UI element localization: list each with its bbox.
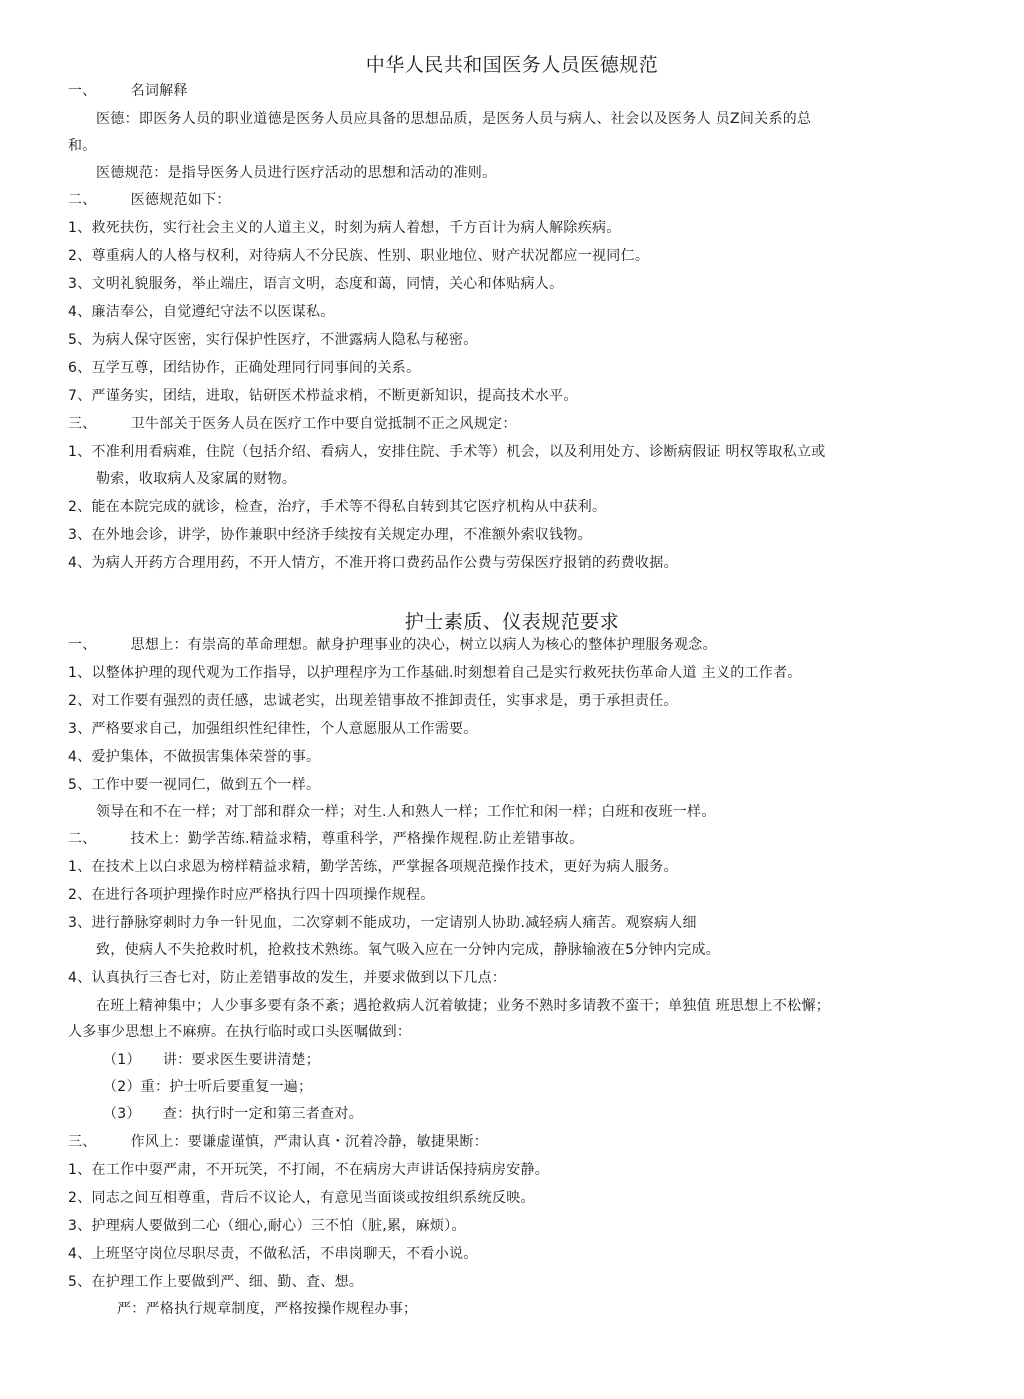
list-item: 5、在护理工作上要做到严、细、勤、査、想。	[68, 1274, 364, 1290]
section-heading	[68, 1133, 488, 1151]
paragraph-continued: 和。	[68, 138, 97, 154]
list-item: 5、为病人保守医密，实行保护性医疗，不泄露病人隐私与秘密。	[68, 332, 478, 348]
list-item: 1、以整体护理的现代观为工作指导，以护理程序为工作基础.时刻想着自己是实行救死扶伤革命人道 主义的工作者。	[68, 665, 802, 681]
section-heading	[68, 636, 717, 654]
list-item-continued: 致，使病人不失抢救时机，抢救技术熟练。氧气吸入应在一分钟内完成，静脉输液在5分钟内完成。	[96, 942, 721, 958]
list-item: 4、廉洁奉公，自觉遵纪守法不以医谋私。	[68, 304, 335, 320]
section-heading-text: 卫牛部关于医务人员在医疗工作中要自觉抵制不正之风规定：	[130, 416, 517, 432]
section-number: 二、	[68, 192, 97, 208]
section-number: 三、	[68, 1134, 97, 1150]
list-item: 2、能在本院完成的就诊，检查，治疗，手术等不得私自转到其它医疗机构从中获利。	[68, 499, 607, 515]
paragraph: 领导在和不在一样；对丁部和群众一样；对生.人和熟人一样；工作忙和闲一样；白班和夜班一样。	[96, 804, 716, 820]
list-item: 4、认真执行三杳七对，防止差错事故的发生，并要求做到以下几点：	[68, 970, 507, 986]
section-heading	[68, 830, 583, 848]
paragraph: 医德：即医务人员的职业道德是医务人员应具备的思想品质，是医务人员与病人、社会以及医务人 员Z间关系的总	[96, 111, 812, 127]
section-heading-text: 名词解释	[130, 83, 188, 99]
list-item: 2、尊重病人的人格与权利，对待病人不分民族、性别、职业地位、财产状况都应一视同仁。	[68, 248, 650, 264]
sub-item	[103, 1051, 320, 1069]
list-item: 6、互学互尊，团结协作，正确处理同行同事间的关系。	[68, 360, 421, 376]
section-number: 一、	[68, 83, 97, 99]
paragraph: 严：严格执行规章制度，严格按操作规程办事；	[117, 1301, 418, 1317]
section-heading	[68, 191, 231, 209]
list-item: 4、为病人开药方合理用药，不开人情方，不准开将口费药品作公费与劳保医疗报销的药费收据。	[68, 555, 678, 571]
list-item: 2、对工作要有强烈的责任感，忠诚老实，出现差错事故不推卸责任，实事求是，勇于承担责任。	[68, 693, 678, 709]
list-item: 3、在外地会诊，讲学，协作兼职中经济手续按有关规定办理，不准额外索収钱物。	[68, 527, 593, 543]
list-item: 1、在工作中耍严肃，不开玩笑，不打闹，不在病房大声讲话保持病房安静。	[68, 1162, 550, 1178]
paragraph-continued: 人多事少思想上不麻痹。在执行临时或口头医嘱做到：	[68, 1024, 412, 1040]
list-item: 1、救死扶伤，实行社会主义的人道主义，时刻为病人着想，千方百计为病人解除疾病。	[68, 220, 621, 236]
sub-item-number: （3）	[103, 1106, 141, 1122]
section-number: 二、	[68, 831, 97, 847]
list-item-continued: 勒索，收取病人及家属的财物。	[96, 471, 297, 487]
list-item: 3、严格要求自己，加强组织性纪律性，个人意愿服从工作需要。	[68, 721, 478, 737]
section-heading-text: 作风上：要谦虚谨慎，严肃认真・沉着冷静，敏捷果断：	[130, 1134, 489, 1150]
section-heading	[68, 82, 188, 100]
paragraph: 医德规范：是指导医务人员进行医疗活动的思想和活动的准则。	[96, 165, 497, 181]
paragraph: 在班上精神集中；人少事多要有条不紊；遇抢救病人沉着敏捷；业务不熟时多请教不蛮干；单独值 班思想上不松懈；	[96, 998, 831, 1014]
sub-item-number: （1）	[103, 1052, 141, 1068]
sub-item-text: 讲：要求医生要讲清楚；	[162, 1052, 321, 1068]
section-heading-text: 医德规范如下：	[130, 192, 231, 208]
list-item: 3、护理病人要做到二心（细心,耐心）三不怕（脏,累，麻烦）。	[68, 1218, 466, 1234]
list-item: 3、文明礼貌服务，举止端庄，语言文明，态度和蔼，同情，关心和体贴病人。	[68, 276, 564, 292]
section-heading	[68, 415, 517, 433]
sub-item-text: 查：执行时一定和第三者查对。	[162, 1106, 364, 1122]
list-item: 3、进行静脉穿刺时力争一针见血，二次穿刺不能成功，一定请别人协助.减轻病人痛苦。观察病人细	[68, 915, 697, 931]
sub-item: （2）重：护士听后要重复一遍；	[103, 1079, 313, 1095]
document-subtitle: 护士素质、仪表规范要求	[404, 611, 620, 633]
sub-item	[103, 1105, 363, 1123]
list-item: 5、工作中要一视同仁，做到五个一样。	[68, 777, 321, 793]
list-item: 1、不准利用看病难，住院（包括介绍、看病人，安排住院、手术等）机会，以及利用处方、诊断病假证 明权等取私立或	[68, 444, 826, 460]
list-item: 4、爱护集体，不做损害集体荣誉的事。	[68, 749, 321, 765]
list-item: 1、在技术上以白求恩为榜样精益求精，勤学苦练，严掌握各项规范操作技术，更好为病人服务。	[68, 859, 678, 875]
section-number: 三、	[68, 416, 97, 432]
list-item: 4、上班坚守岗位尽职尽责，不做私活，不串岗聊天，不看小说。	[68, 1246, 478, 1262]
section-number: 一、	[68, 637, 97, 653]
document-title: 中华人民共和国医务人员医德规范	[365, 54, 659, 76]
section-heading-text: 思想上：有崇高的革命理想。献身护理事业的决心，树立以病人为核心的整体护理服务观念。	[130, 637, 717, 653]
list-item: 2、在进行各项护理操作时应严格执行四十四项操作规程。	[68, 887, 435, 903]
list-item: 2、同志之间互相尊重，背后不议论人，有意见当面谈或按组织系统反映。	[68, 1190, 535, 1206]
list-item: 7、严谨务实，团结，进取，钻研医术栉益求梢，不断更新知识，提高技术水平。	[68, 388, 578, 404]
section-heading-text: 技术上：勤学苦练.精益求精，尊重科学，严格操作规程.防止差错事故。	[130, 831, 584, 847]
